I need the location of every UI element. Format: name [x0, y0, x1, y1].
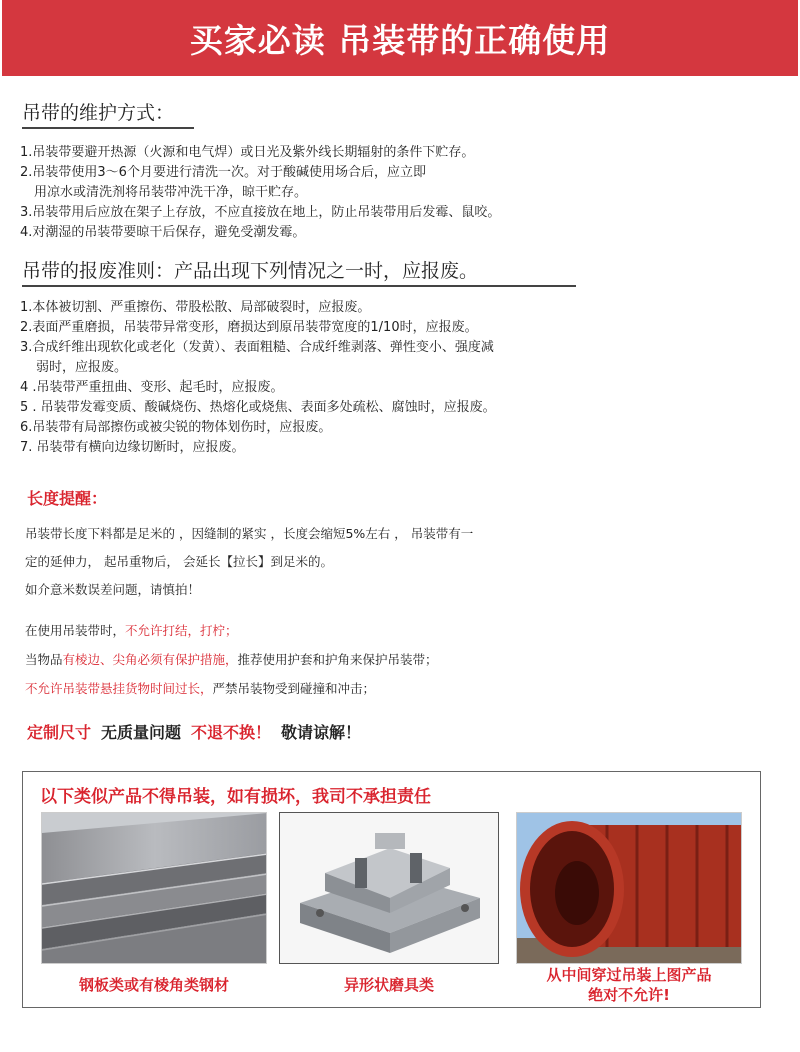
- length-note-line: 定的延伸力， 起吊重物后， 会延长【拉长】到足米的。: [25, 554, 333, 569]
- custom-size-text: 定制尺寸: [27, 723, 92, 742]
- list-item: 1.吊装带要避开热源（火源和电气焊）或日光及紫外线长期辐射的条件下贮存。: [20, 145, 475, 160]
- caption-pipe-line2: 绝对不允许!: [588, 986, 670, 1004]
- steel-plates-image: [41, 812, 267, 964]
- length-note-line: 如介意米数误差问题，请慎拍！: [25, 582, 201, 597]
- page-title: 买家必读 吊装带的正确使用: [189, 20, 611, 60]
- list-item: 5 . 吊装带发霉变质、酸碱烧伤、热熔化或烧焦、表面多处疏松、腐蚀时，应报废。: [20, 400, 496, 415]
- no-return-text: 不退不换！: [191, 723, 272, 742]
- list-item: 用凉水或清洗剂将吊装带冲洗干净，晾干贮存。: [34, 185, 308, 200]
- list-item: 4.对潮湿的吊装带要晾干后保存，避免受潮发霉。: [20, 225, 306, 240]
- mold-image: [279, 812, 499, 964]
- list-item: 3.合成纤维出现软化或老化（发黄）、表面粗糙、合成纤维剥落、弹性变小、强度减: [20, 340, 494, 355]
- list-item: 弱时，应报废。: [36, 360, 128, 375]
- edge-suffix-text: 推荐使用护套和护角来保护吊装带；: [237, 652, 438, 667]
- edge-red-text: 有棱边、尖角必须有保护措施，: [62, 652, 238, 667]
- list-item: 1.本体被切割、严重擦伤、带股松散、局部破裂时，应报废。: [20, 300, 371, 315]
- maintenance-title: 吊带的维护方式：: [22, 101, 194, 129]
- steel-pipe-image: [516, 812, 742, 964]
- usage-red-text: 不允许打结，打柠；: [125, 623, 238, 638]
- caption-pipe-line1: 从中间穿过吊装上图产品: [546, 966, 712, 984]
- edge-text: 当物品: [25, 652, 63, 667]
- caption-steel-plates: 钢板类或有棱角类钢材: [78, 976, 229, 994]
- scrap-list: [20, 298, 496, 458]
- no-quality-issue-text: 无质量问题: [101, 723, 182, 742]
- apology-text: 敬请谅解！: [281, 723, 362, 742]
- header-banner: [2, 0, 798, 76]
- caption-pipe: [509, 965, 749, 1005]
- list-item: 2.吊装带使用3～6个月要进行清洗一次。对于酸碱使用场合后，应立即: [20, 165, 426, 180]
- hang-red-text: 不允许吊装带悬挂货物时间过长，: [25, 681, 213, 696]
- prohibited-title: 以下类似产品不得吊装，如有损坏，我司不承担责任: [40, 787, 431, 807]
- scrap-title: 吊带的报废准则：产品出现下列情况之一时，应报废。: [22, 259, 576, 287]
- hang-suffix-text: 严禁吊装物受到碰撞和冲击；: [212, 681, 376, 696]
- edge-warning-line: [25, 650, 438, 668]
- hang-warning-line: [25, 679, 375, 697]
- usage-text: 在使用吊装带时，: [25, 623, 126, 638]
- list-item: 2.表面严重磨损，吊装带异常变形，磨损达到原吊装带宽度的1/10时，应报废。: [20, 320, 478, 335]
- list-item: 6.吊装带有局部擦伤或被尖锐的物体划伤时，应报废。: [20, 420, 332, 435]
- maintenance-list: [20, 143, 500, 243]
- list-item: 4 .吊装带严重扭曲、变形、起毛时，应报废。: [20, 380, 284, 395]
- custom-size-notice: [27, 720, 371, 743]
- usage-warning-line: [25, 621, 238, 639]
- length-note-line: 吊装带长度下料都是足米的 ，因缝制的紧实 ，长度会缩短5%左右 ， 吊装带有一: [25, 526, 474, 541]
- caption-molds: 异形状磨具类: [343, 976, 434, 994]
- list-item: 3.吊装带用后应放在架子上存放，不应直接放在地上，防止吊装带用后发霉、鼠咬。: [20, 205, 501, 220]
- length-reminder-title: 长度提醒：: [27, 489, 108, 508]
- list-item: 7. 吊装带有横向边缘切断时，应报废。: [20, 440, 245, 455]
- prohibited-items-box: [22, 771, 761, 1008]
